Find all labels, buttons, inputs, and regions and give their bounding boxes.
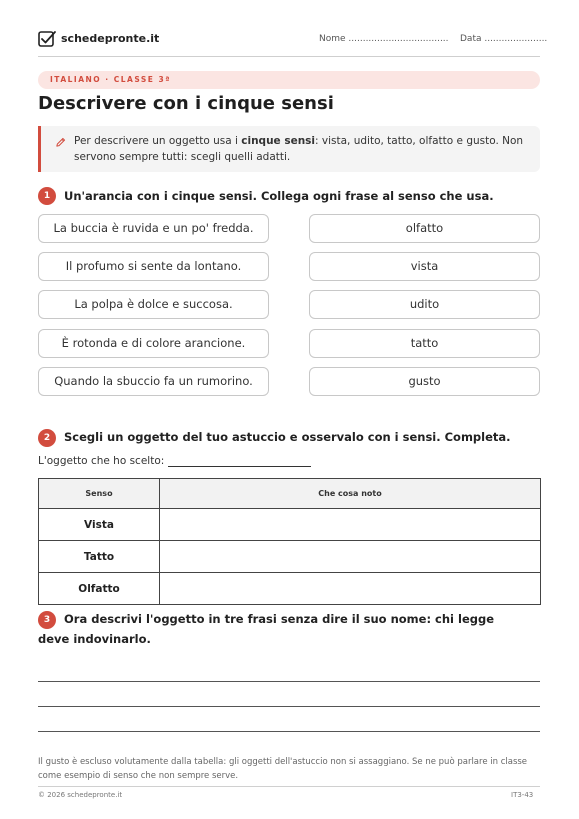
sentence-box[interactable]: La polpa è dolce e succosa. bbox=[38, 290, 269, 319]
footer-divider bbox=[38, 786, 540, 787]
sense-cell: Vista bbox=[39, 509, 160, 541]
sense-box[interactable]: vista bbox=[309, 252, 540, 281]
table-row bbox=[39, 541, 541, 573]
date-field[interactable]: Data ...................... bbox=[460, 34, 548, 44]
chosen-object-line: L'oggetto che ho scelto: bbox=[38, 455, 311, 467]
writing-line[interactable] bbox=[38, 731, 540, 732]
writing-line[interactable] bbox=[38, 681, 540, 682]
brand-name: schedepronte.it bbox=[61, 32, 160, 45]
copyright: © 2026 schedepronte.it bbox=[38, 791, 123, 799]
footer-note: Il gusto è escluso volutamente dalla tabella: gli oggetti dell'astuccio non si assaggiano. Se ne può parlare in classe come esempio di senso che non sempre serve. bbox=[38, 757, 528, 781]
exercise-number-badge: 3 bbox=[38, 611, 56, 629]
notes-cell[interactable] bbox=[160, 541, 541, 573]
exercise-2-prompt: Scegli un oggetto del tuo astuccio e osservalo con i sensi. Completa. bbox=[64, 430, 511, 444]
checkbox-logo-icon bbox=[38, 30, 56, 48]
table-row bbox=[39, 573, 541, 605]
exercise-1-prompt: Un'arancia con i cinque sensi. Collega ogni frase al senso che usa. bbox=[64, 189, 494, 203]
page-title: Descrivere con i cinque sensi bbox=[38, 93, 334, 114]
notes-cell[interactable] bbox=[160, 509, 541, 541]
exercise-number-badge: 2 bbox=[38, 429, 56, 447]
sentence-box[interactable]: Quando la sbuccio fa un rumorino. bbox=[38, 367, 269, 396]
exercise-number-badge: 1 bbox=[38, 187, 56, 205]
sentence-box[interactable]: La buccia è ruvida e un po' fredda. bbox=[38, 214, 269, 243]
sense-box[interactable]: tatto bbox=[309, 329, 540, 358]
table-header-sense: Senso bbox=[39, 479, 160, 509]
table-header-notes: Che cosa noto bbox=[160, 479, 541, 509]
writing-line[interactable] bbox=[38, 706, 540, 707]
table-row bbox=[39, 509, 541, 541]
notes-cell[interactable] bbox=[160, 573, 541, 605]
sentence-box[interactable]: Il profumo si sente da lontano. bbox=[38, 252, 269, 281]
sense-box[interactable]: gusto bbox=[309, 367, 540, 396]
sense-cell: Olfatto bbox=[39, 573, 160, 605]
exercise-3-prompt: Ora descrivi l'oggetto in tre frasi senza dire il suo nome: chi legge deve indovinarlo. bbox=[38, 612, 495, 646]
sheet-code: IT3-43 bbox=[511, 791, 534, 799]
info-note-text: Per descrivere un oggetto usa i cinque sensi: vista, udito, tatto, olfatto e gusto. Non servono sempre tutti: scegli quelli adatti. bbox=[74, 135, 524, 163]
pencil-icon bbox=[55, 137, 66, 148]
subject-tag-label: ITALIANO · CLASSE 3ª bbox=[50, 75, 171, 84]
senses-table bbox=[38, 478, 541, 605]
sense-cell: Tatto bbox=[39, 541, 160, 573]
chosen-object-blank[interactable] bbox=[168, 455, 311, 467]
header-divider bbox=[38, 56, 540, 57]
name-field[interactable]: Nome ................................... bbox=[319, 34, 449, 44]
sense-box[interactable]: olfatto bbox=[309, 214, 540, 243]
sense-box[interactable]: udito bbox=[309, 290, 540, 319]
sentence-box[interactable]: È rotonda e di colore arancione. bbox=[38, 329, 269, 358]
